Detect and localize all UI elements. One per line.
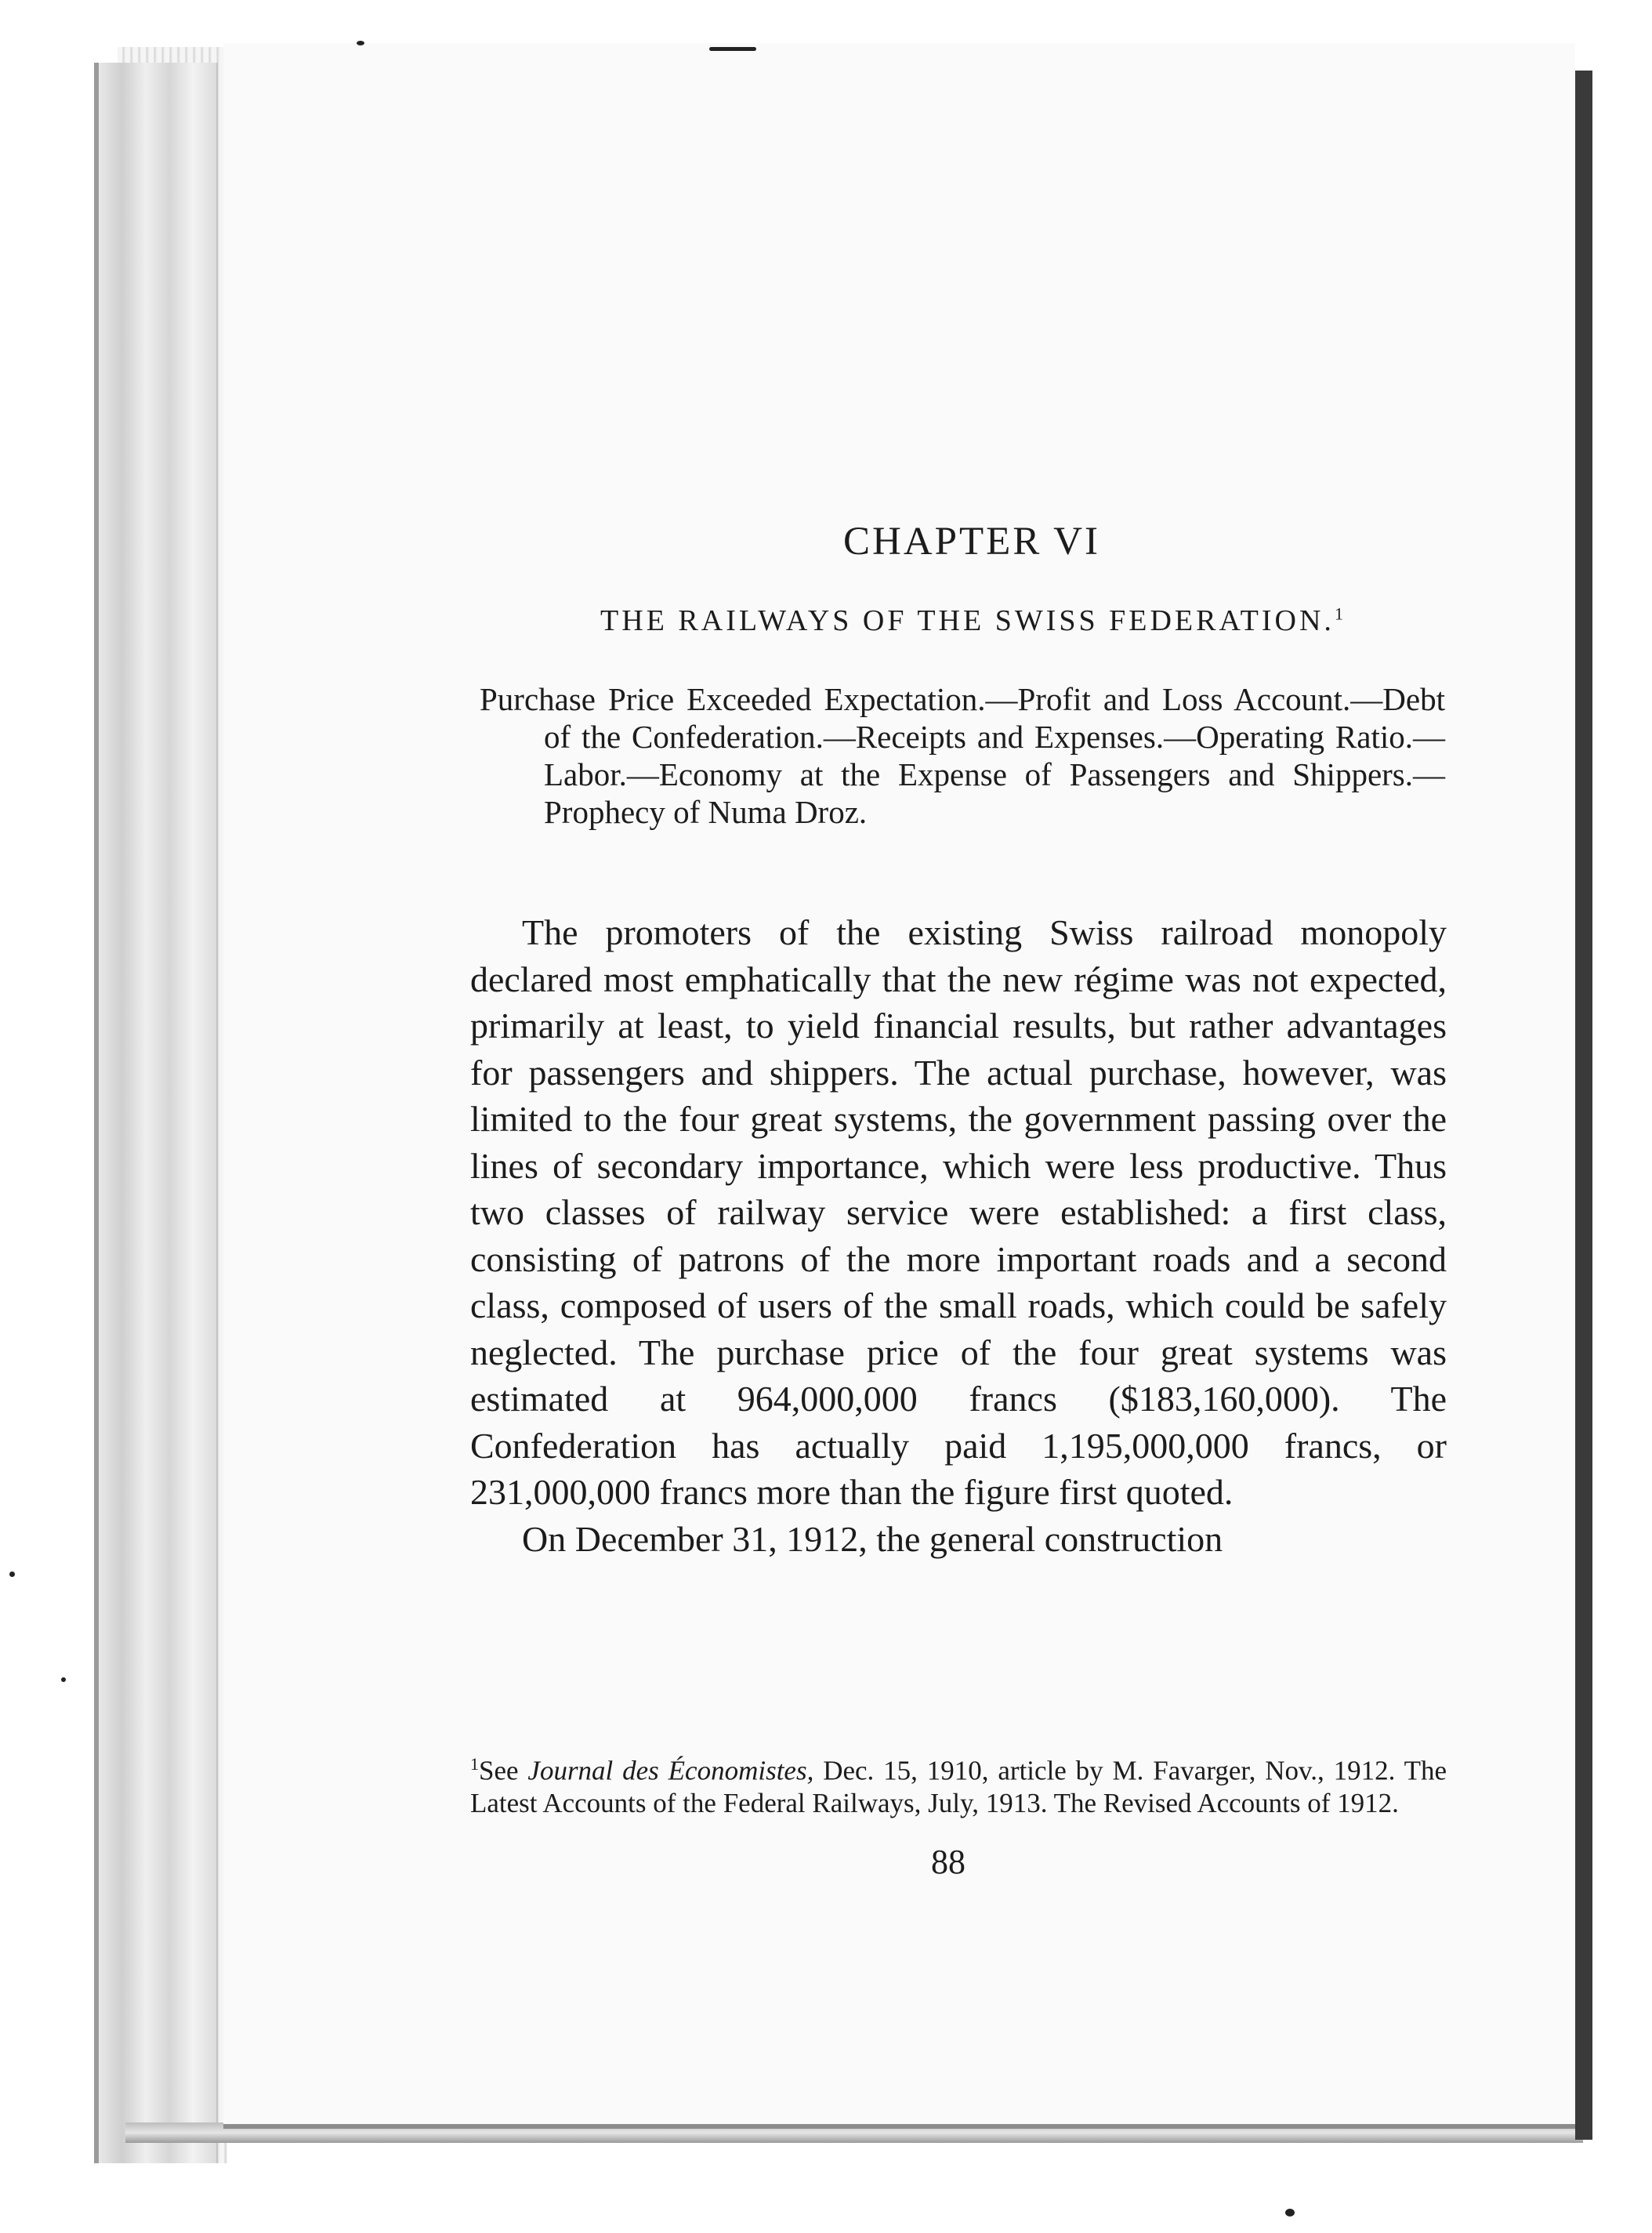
chapter-title: CHAPTER VI bbox=[842, 520, 1100, 564]
facing-page-edge bbox=[1575, 71, 1592, 2140]
book-spine bbox=[94, 63, 218, 2163]
scan-speck bbox=[61, 1677, 66, 1682]
chapter-summary: Purchase Price Exceeded Expectation.—Profit and Loss Account.—Debt of the Confederation.—Receipts and Expenses.—Operating Ratio.—Labor.—Economy at the Expense of Passengers and Shippers.—Prophecy of Numa Droz. bbox=[480, 681, 1445, 830]
footnote-text: Dec. 15, 1910, article by M. Favarger, Nov., 1912. The Latest Accounts of the Federal Railways, July, 1913. The Revised Accounts of 1912. bbox=[470, 1755, 1447, 1818]
footnote-prefix: See bbox=[479, 1755, 528, 1786]
page-number: 88 bbox=[931, 1843, 965, 1881]
chapter-subtitle-text: THE RAILWAYS OF THE SWISS FEDERATION. bbox=[600, 604, 1335, 637]
scan-speck bbox=[1285, 2209, 1295, 2217]
footnote-mark: 1 bbox=[470, 1754, 479, 1774]
body-paragraph: The promoters of the existing Swiss railroad monopoly declared most emphatically that the new régime was not expected, primarily at least, to yield financial results, but rather advantages for passengers and shippers. The actual purchase, however, was limited to the four great systems, the government passing over the lines of secondary importance, which were less productive. Thus two classes of railway service were established: a first class, consisting of patrons of the more important roads and a second class, composed of users of the small roads, which could be safely neglected. The purchase price of the four great systems was estimated at 964,000,000 francs ($183,160,000). The Confederation has actually paid 1,195,000,000 francs, or 231,000,000 francs more than the figure first quoted. bbox=[470, 912, 1447, 1512]
chapter-body bbox=[470, 909, 1447, 1562]
chapter-subtitle bbox=[502, 604, 1442, 638]
scan-speck bbox=[9, 1571, 15, 1577]
footnote bbox=[470, 1748, 1447, 1819]
footnote-reference: 1 bbox=[1334, 604, 1343, 624]
scan-speck bbox=[357, 41, 364, 45]
scan-speck bbox=[709, 47, 756, 51]
body-paragraph: On December 31, 1912, the general construction bbox=[522, 1518, 1223, 1559]
footnote-journal-title: Journal des Économistes, bbox=[527, 1755, 814, 1786]
